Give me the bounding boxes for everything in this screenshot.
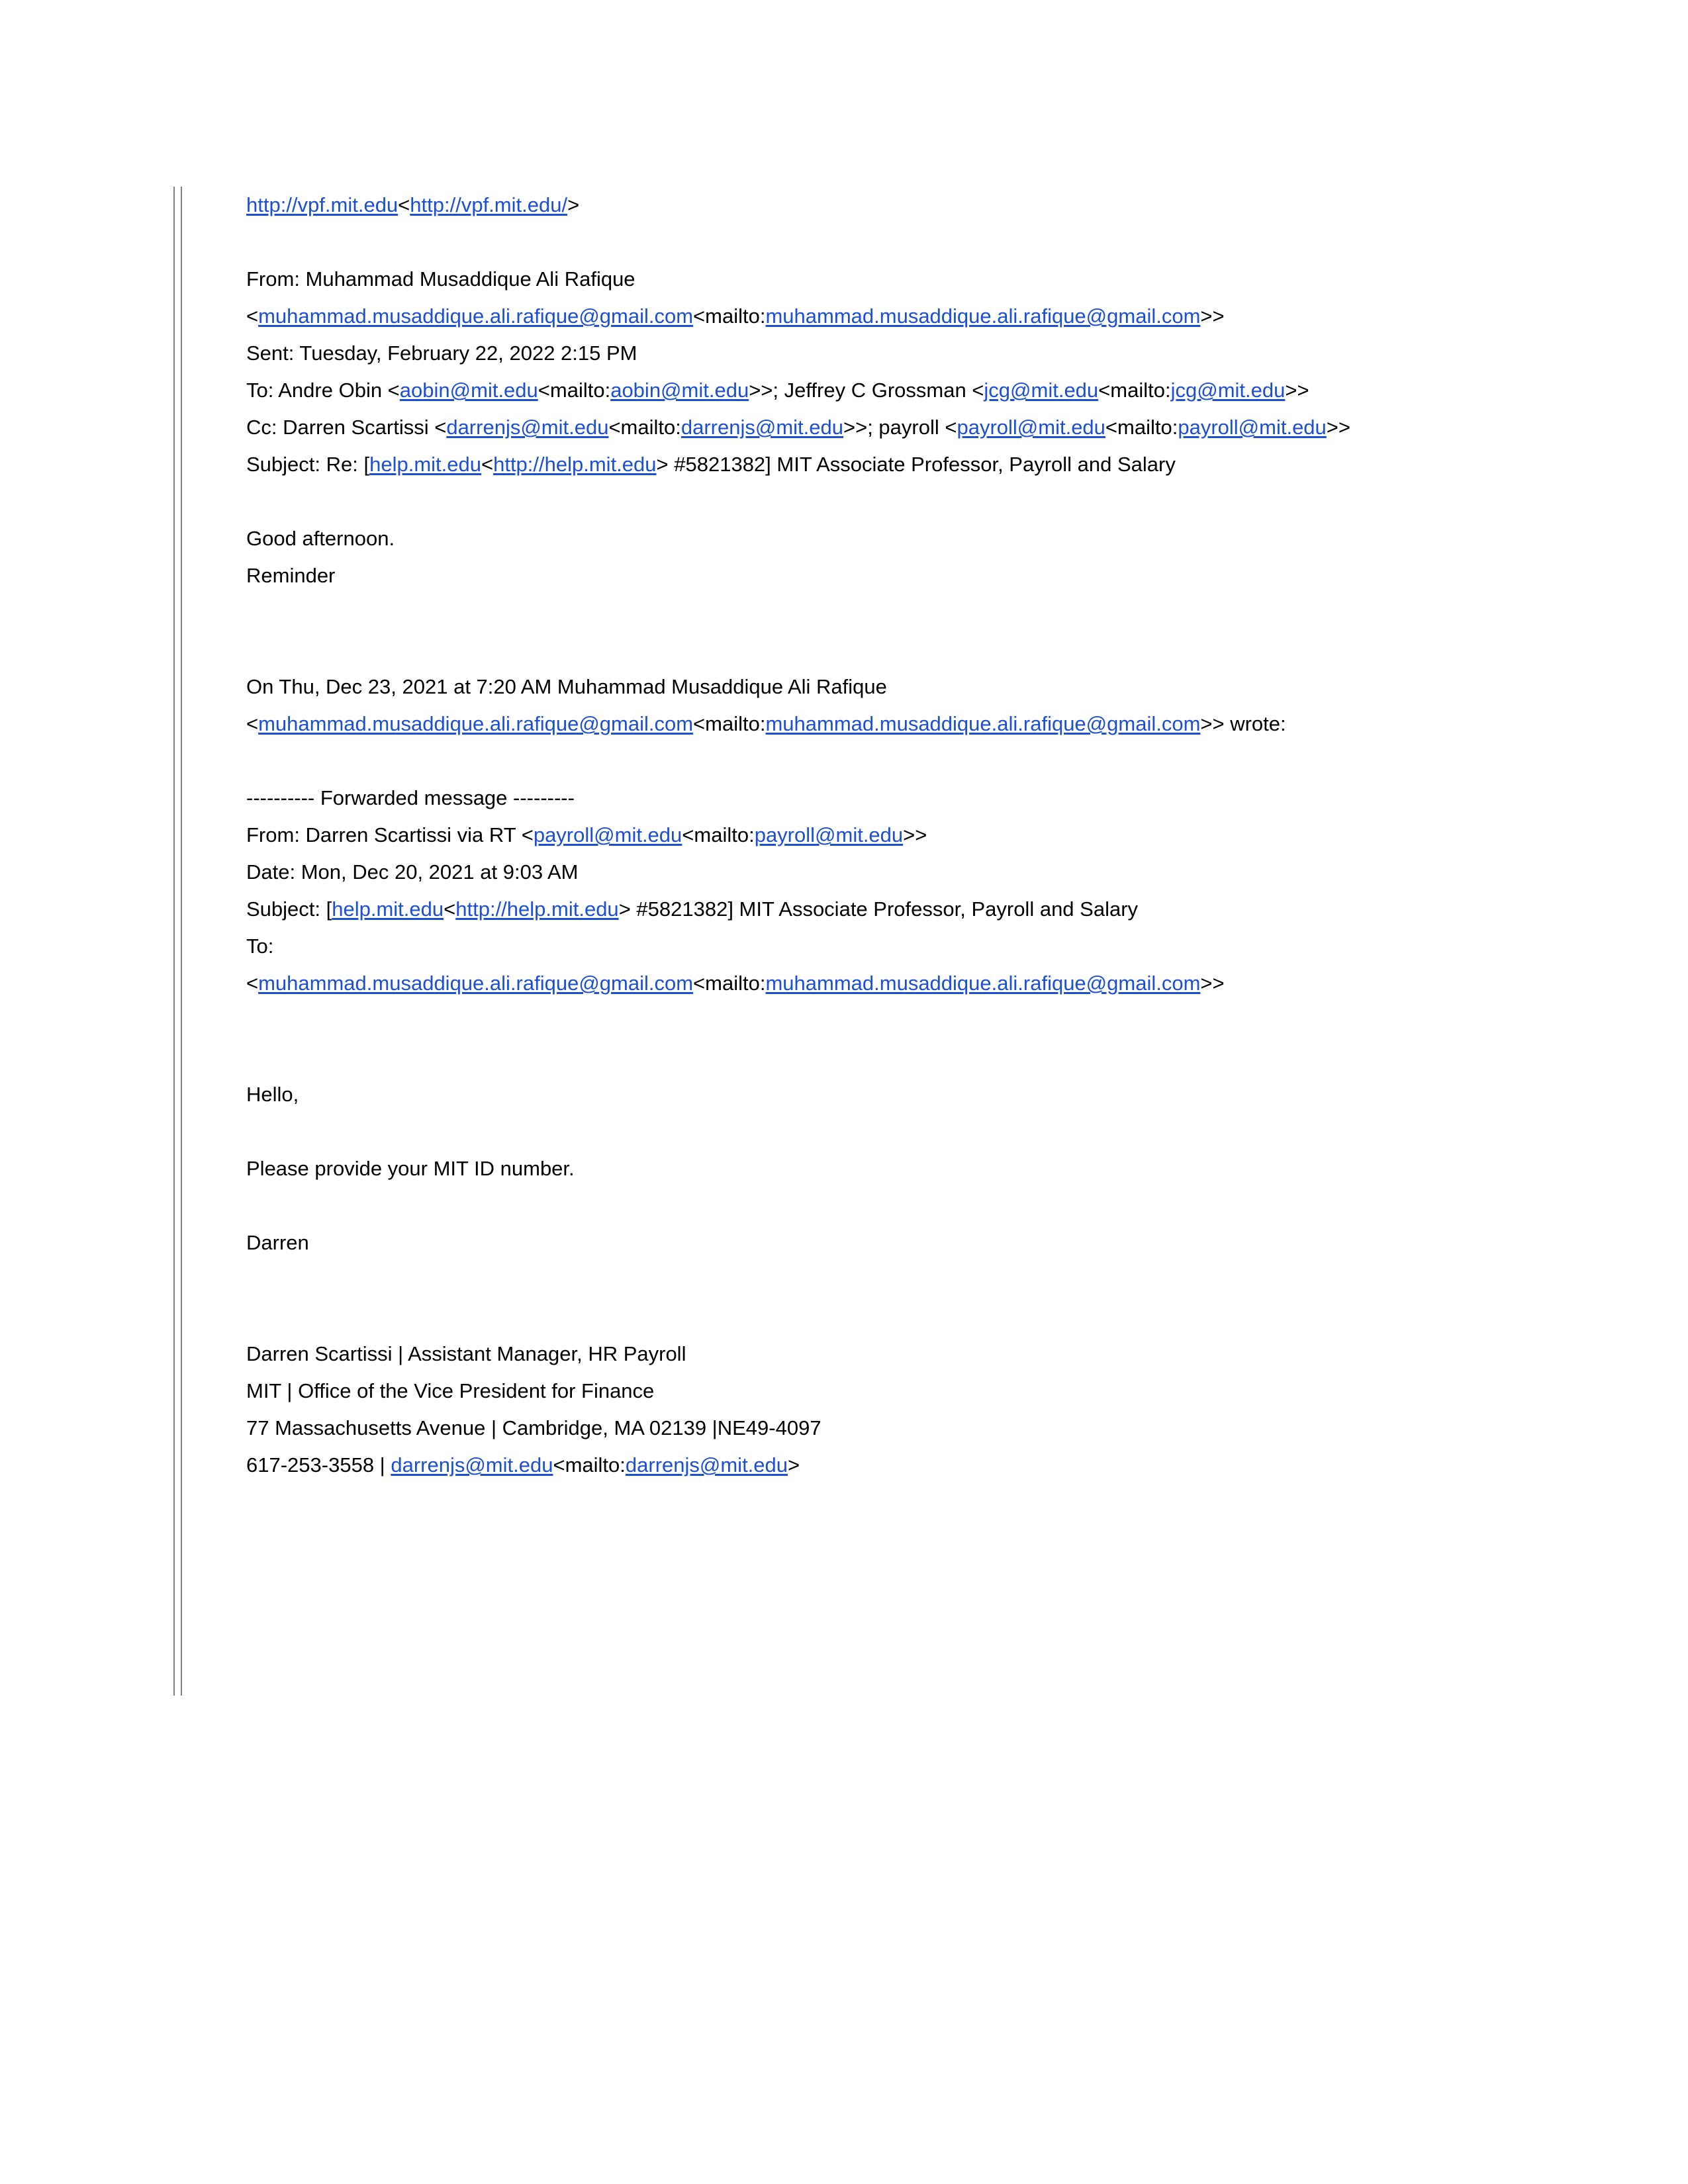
hyperlink[interactable]: muhammad.musaddique.ali.rafique@gmail.com xyxy=(258,712,694,735)
paragraph-sent-line xyxy=(246,335,1491,372)
quote-bar-outer xyxy=(173,187,175,1696)
text-run: >> xyxy=(1285,379,1309,402)
email-body xyxy=(246,187,1491,1484)
text-run: >> xyxy=(1200,304,1225,328)
quote-bar-inner xyxy=(181,187,182,1696)
paragraph-to-line xyxy=(246,372,1491,409)
hyperlink[interactable]: muhammad.musaddique.ali.rafique@gmail.com xyxy=(765,972,1201,995)
hyperlink[interactable]: http://vpf.mit.edu/ xyxy=(410,193,568,216)
text-run: On Thu, Dec 23, 2021 at 7:20 AM Muhammad Musaddique Ali Rafique < xyxy=(246,675,887,735)
text-run: 617-253-3558 | xyxy=(246,1453,391,1477)
text-run: <mailto: xyxy=(538,379,611,402)
text-run: Date: Mon, Dec 20, 2021 at 9:03 AM xyxy=(246,860,579,884)
paragraph-hello xyxy=(246,1076,1491,1113)
text-run: >> xyxy=(1326,416,1351,439)
paragraph-body-request xyxy=(246,1150,1491,1187)
text-run: Cc: Darren Scartissi < xyxy=(246,416,447,439)
text-run: ---------- Forwarded message --------- xyxy=(246,786,575,809)
hyperlink[interactable]: darrenjs@mit.edu xyxy=(446,416,609,439)
text-run: MIT | Office of the Vice President for Finance xyxy=(246,1379,655,1402)
text-run: > xyxy=(788,1453,800,1477)
text-run: Please provide your MIT ID number. xyxy=(246,1157,575,1180)
hyperlink[interactable]: darrenjs@mit.edu xyxy=(680,416,843,439)
paragraph-on-thu-line xyxy=(246,668,1491,743)
hyperlink[interactable]: http://help.mit.edu xyxy=(493,453,657,476)
text-run: <mailto: xyxy=(1105,416,1178,439)
spacer xyxy=(246,224,1491,261)
spacer xyxy=(246,483,1491,520)
text-run: From: Muhammad Musaddique Ali Rafique xyxy=(246,267,635,291)
spacer xyxy=(246,743,1491,780)
text-run: < xyxy=(246,304,259,328)
hyperlink[interactable]: darrenjs@mit.edu xyxy=(625,1453,788,1477)
hyperlink[interactable]: payroll@mit.edu xyxy=(754,823,904,846)
text-run: < xyxy=(444,897,456,921)
text-run: <mailto: xyxy=(693,972,766,995)
hyperlink[interactable]: muhammad.musaddique.ali.rafique@gmail.com xyxy=(765,304,1201,328)
paragraph-forwarded-divider xyxy=(246,780,1491,817)
hyperlink[interactable]: muhammad.musaddique.ali.rafique@gmail.com xyxy=(258,304,694,328)
paragraph-vpf-line xyxy=(246,187,1491,224)
text-run: Good afternoon. xyxy=(246,527,395,550)
hyperlink[interactable]: payroll@mit.edu xyxy=(957,416,1105,439)
text-run: >> wrote: xyxy=(1200,712,1286,735)
hyperlink[interactable]: muhammad.musaddique.ali.rafique@gmail.com xyxy=(258,972,694,995)
text-run: Reminder xyxy=(246,564,336,587)
hyperlink[interactable]: darrenjs@mit.edu xyxy=(391,1453,553,1477)
hyperlink[interactable]: help.mit.edu xyxy=(332,897,444,921)
text-run: To: Andre Obin < xyxy=(246,379,400,402)
text-run: > xyxy=(567,193,580,216)
paragraph-date-line xyxy=(246,854,1491,891)
text-run: > #5821382] MIT Associate Professor, Payroll and Salary xyxy=(656,453,1176,476)
paragraph-from-line-1 xyxy=(246,261,1491,298)
paragraph-sig-line-1 xyxy=(246,1336,1491,1373)
paragraph-subject-line-1 xyxy=(246,446,1491,483)
text-run: >> xyxy=(1200,972,1225,995)
text-run: Subject: Re: [ xyxy=(246,453,370,476)
text-run: <mailto: xyxy=(693,712,766,735)
hyperlink[interactable]: jcg@mit.edu xyxy=(1170,379,1286,402)
hyperlink[interactable]: aobin@mit.edu xyxy=(399,379,538,402)
spacer xyxy=(246,1113,1491,1150)
paragraph-greeting-1 xyxy=(246,520,1491,557)
text-run: >>; Jeffrey C Grossman < xyxy=(749,379,984,402)
quote-indent-bars xyxy=(173,187,185,1696)
text-run: Hello, xyxy=(246,1083,299,1106)
text-run: < xyxy=(481,453,494,476)
paragraph-sig-line-3 xyxy=(246,1410,1491,1447)
text-run: >> xyxy=(903,823,927,846)
hyperlink[interactable]: http://vpf.mit.edu xyxy=(246,193,399,216)
text-run: <mailto: xyxy=(682,823,755,846)
text-run: Subject: [ xyxy=(246,897,332,921)
text-run: From: Darren Scartissi via RT < xyxy=(246,823,534,846)
paragraph-reminder xyxy=(246,557,1491,594)
text-run: > #5821382] MIT Associate Professor, Payroll and Salary xyxy=(618,897,1139,921)
paragraph-sig-line-2 xyxy=(246,1373,1491,1410)
paragraph-from-line-2 xyxy=(246,817,1491,854)
spacer xyxy=(246,1261,1491,1336)
text-run: <mailto: xyxy=(608,416,681,439)
text-run: <mailto: xyxy=(553,1453,626,1477)
paragraph-subject-line-2 xyxy=(246,891,1491,928)
hyperlink[interactable]: aobin@mit.edu xyxy=(610,379,749,402)
spacer xyxy=(246,594,1491,668)
spacer xyxy=(246,1187,1491,1224)
text-run: <mailto: xyxy=(693,304,766,328)
hyperlink[interactable]: payroll@mit.edu xyxy=(533,823,682,846)
text-run: Darren Scartissi | Assistant Manager, HR Payroll xyxy=(246,1342,686,1365)
text-run: < xyxy=(246,972,259,995)
paragraph-signoff xyxy=(246,1224,1491,1261)
paragraph-from-email-1 xyxy=(246,298,1491,335)
text-run: To: xyxy=(246,934,274,958)
hyperlink[interactable]: help.mit.edu xyxy=(369,453,481,476)
text-run: Sent: Tuesday, February 22, 2022 2:15 PM xyxy=(246,341,637,365)
spacer xyxy=(246,1002,1491,1076)
hyperlink[interactable]: muhammad.musaddique.ali.rafique@gmail.com xyxy=(765,712,1201,735)
hyperlink[interactable]: jcg@mit.edu xyxy=(984,379,1099,402)
text-run: >>; payroll < xyxy=(843,416,957,439)
hyperlink[interactable]: http://help.mit.edu xyxy=(455,897,619,921)
paragraph-to-line-2 xyxy=(246,928,1491,965)
text-run: < xyxy=(398,193,410,216)
text-run: <mailto: xyxy=(1098,379,1171,402)
text-run: Darren xyxy=(246,1231,309,1254)
hyperlink[interactable]: payroll@mit.edu xyxy=(1178,416,1327,439)
text-run: 77 Massachusetts Avenue | Cambridge, MA 02139 |NE49-4097 xyxy=(246,1416,821,1439)
paragraph-sig-line-4 xyxy=(246,1447,1491,1484)
paragraph-to-email-2 xyxy=(246,965,1491,1002)
paragraph-cc-line xyxy=(246,409,1491,446)
